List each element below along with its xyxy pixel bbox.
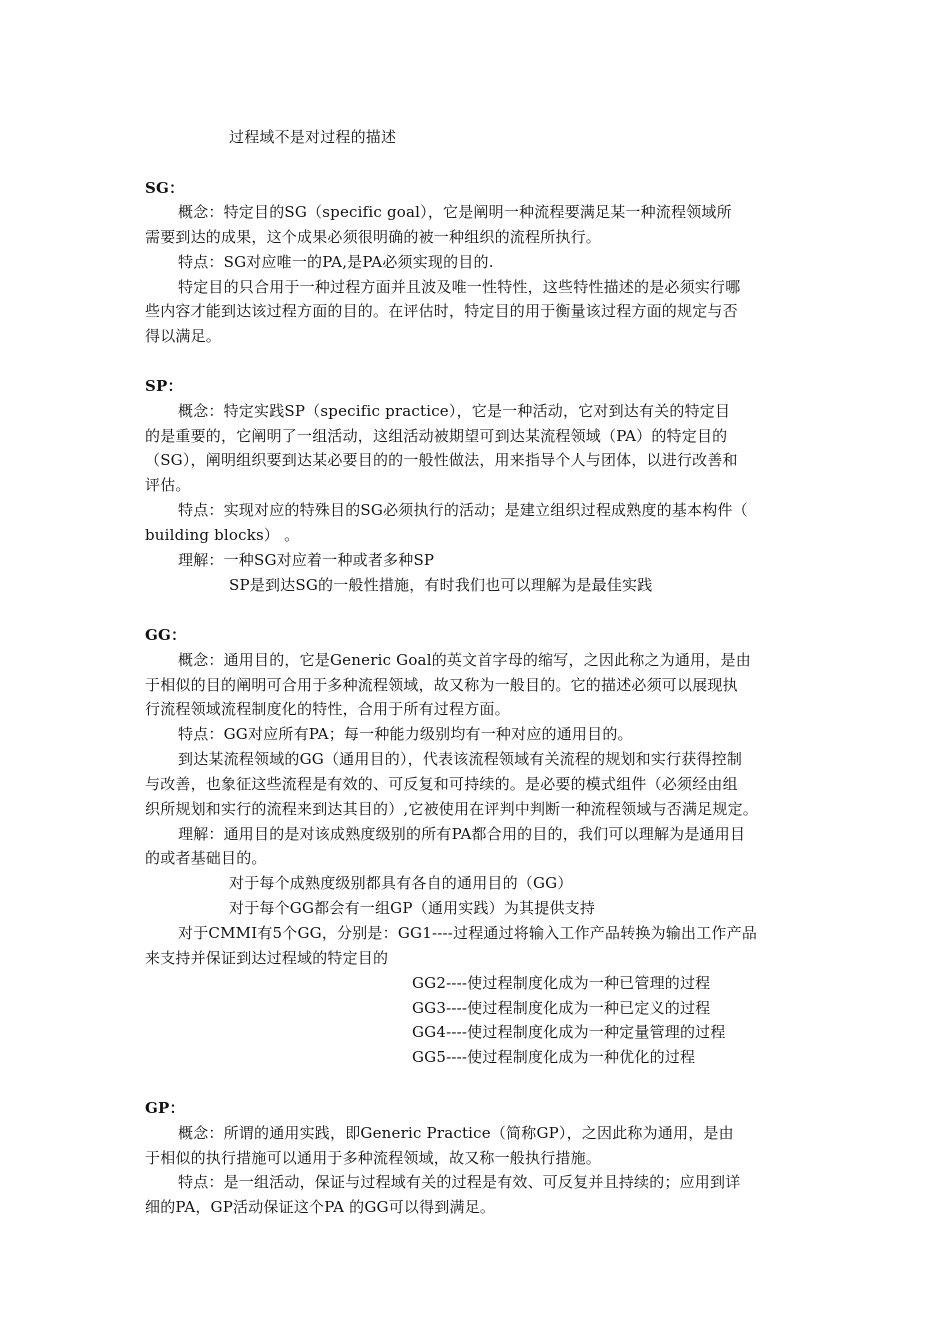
gg-list-item: GG3----使过程制度化成为一种已定义的过程 [412, 999, 711, 1017]
sp-paragraph-line: 特点：实现对应的特殊目的SG必须执行的活动；是建立组织过程成熟度的基本构件（ [178, 501, 748, 519]
sg-heading: SG： [145, 179, 185, 197]
sg-paragraph-line: 特定目的只合用于一种过程方面并且波及唯一性特性，这些特性描述的是必须实行哪 [178, 278, 741, 296]
gg-paragraph-line: 来支持并保证到达过程域的特定目的 [145, 949, 389, 967]
gp-paragraph-line: 于相似的执行措施可以通用于多种流程领域，故又称一般执行措施。 [145, 1149, 602, 1167]
sg-paragraph-line: 得以满足。 [145, 327, 222, 345]
gp-paragraph-line: 特点：是一组活动，保证与过程域有关的过程是有效、可反复并且持续的；应用到详 [178, 1173, 741, 1191]
gg-paragraph-line: 对于每个成熟度级别都具有各自的通用目的（GG） [229, 874, 573, 892]
gg-paragraph-line: 特点：GG对应所有PA；每一种能力级别均有一种对应的通用目的。 [178, 725, 633, 743]
sp-paragraph-line: SP是到达SG的一般性措施，有时我们也可以理解为是最佳实践 [229, 576, 653, 594]
sp-paragraph-line: building blocks） 。 [145, 526, 300, 544]
gg-paragraph-line: 理解：通用目的是对该成熟度级别的所有PA都合用的目的，我们可以理解为是通用目 [178, 825, 746, 843]
sg-paragraph-line: 需要到达的成果，这个成果必须很明确的被一种组织的流程所执行。 [145, 228, 602, 246]
gg-heading: GG： [145, 626, 187, 644]
gg-paragraph-line: 织所规划和实行的流程来到达其目的）,它被使用在评判中判断一种流程领域与否满足规定。 [145, 800, 758, 818]
gg-paragraph-line: 的或者基础目的。 [145, 849, 267, 867]
gg-list-item: GG2----使过程制度化成为一种已管理的过程 [412, 974, 711, 992]
gg-paragraph-line: 到达某流程领域的GG（通用目的），代表该流程领域有关流程的规划和实行获得控制 [178, 750, 743, 768]
sp-paragraph-line: （SG），阐明组织要到达某必要目的的一般性做法，用来指导个人与团体，以进行改善和 [145, 451, 738, 469]
sg-paragraph-line: 特点：SG对应唯一的PA,是PA必须实现的目的. [178, 253, 494, 271]
sg-paragraph-line: 概念：特定目的SG（specific goal），它是阐明一种流程要满足某一种流程领域所 [178, 203, 732, 221]
gp-heading: GP： [145, 1099, 185, 1117]
gg-paragraph-line: 对于CMMI有5个GG，分别是：GG1----过程通过将输入工作产品转换为输出工作产品 [178, 924, 758, 942]
gp-paragraph-line: 细的PA，GP活动保证这个PA 的GG可以得到满足。 [145, 1198, 496, 1216]
gg-list-item: GG4----使过程制度化成为一种定量管理的过程 [412, 1023, 726, 1041]
gg-paragraph-line: 对于每个GG都会有一组GP（通用实践）为其提供支持 [229, 899, 596, 917]
gg-paragraph-line: 与改善，也象征这些流程是有效的、可反复和可持续的。是必要的模式组件（必须经由组 [145, 775, 738, 793]
gg-paragraph-line: 于相似的目的阐明可合用于多种流程领域，故又称为一般目的。它的描述必须可以展现执 [145, 676, 738, 694]
sp-paragraph-line: 概念：特定实践SP（specific practice），它是一种活动，它对到达有关的特定目 [178, 402, 731, 420]
gg-list-item: GG5----使过程制度化成为一种优化的过程 [412, 1048, 696, 1066]
sg-paragraph-line: 些内容才能到达该过程方面的目的。在评估时，特定目的用于衡量该过程方面的规定与否 [145, 302, 738, 320]
sp-paragraph-line: 理解：一种SG对应着一种或者多种SP [178, 551, 435, 569]
gg-paragraph-line: 行流程领域流程制度化的特性，合用于所有过程方面。 [145, 700, 510, 718]
gp-paragraph-line: 概念：所谓的通用实践，即Generic Practice（简称GP），之因此称为通用，是由 [178, 1124, 734, 1142]
intro-line: 过程域不是对过程的描述 [229, 128, 397, 146]
gg-paragraph-line: 概念：通用目的，它是Generic Goal的英文首字母的缩写，之因此称之为通用，是由 [178, 651, 751, 669]
sp-heading: SP： [145, 377, 183, 395]
sp-paragraph-line: 的是重要的，它阐明了一组活动，这组活动被期望可到达某流程领域（PA）的特定目的 [145, 427, 728, 445]
sp-paragraph-line: 评估。 [145, 476, 191, 494]
